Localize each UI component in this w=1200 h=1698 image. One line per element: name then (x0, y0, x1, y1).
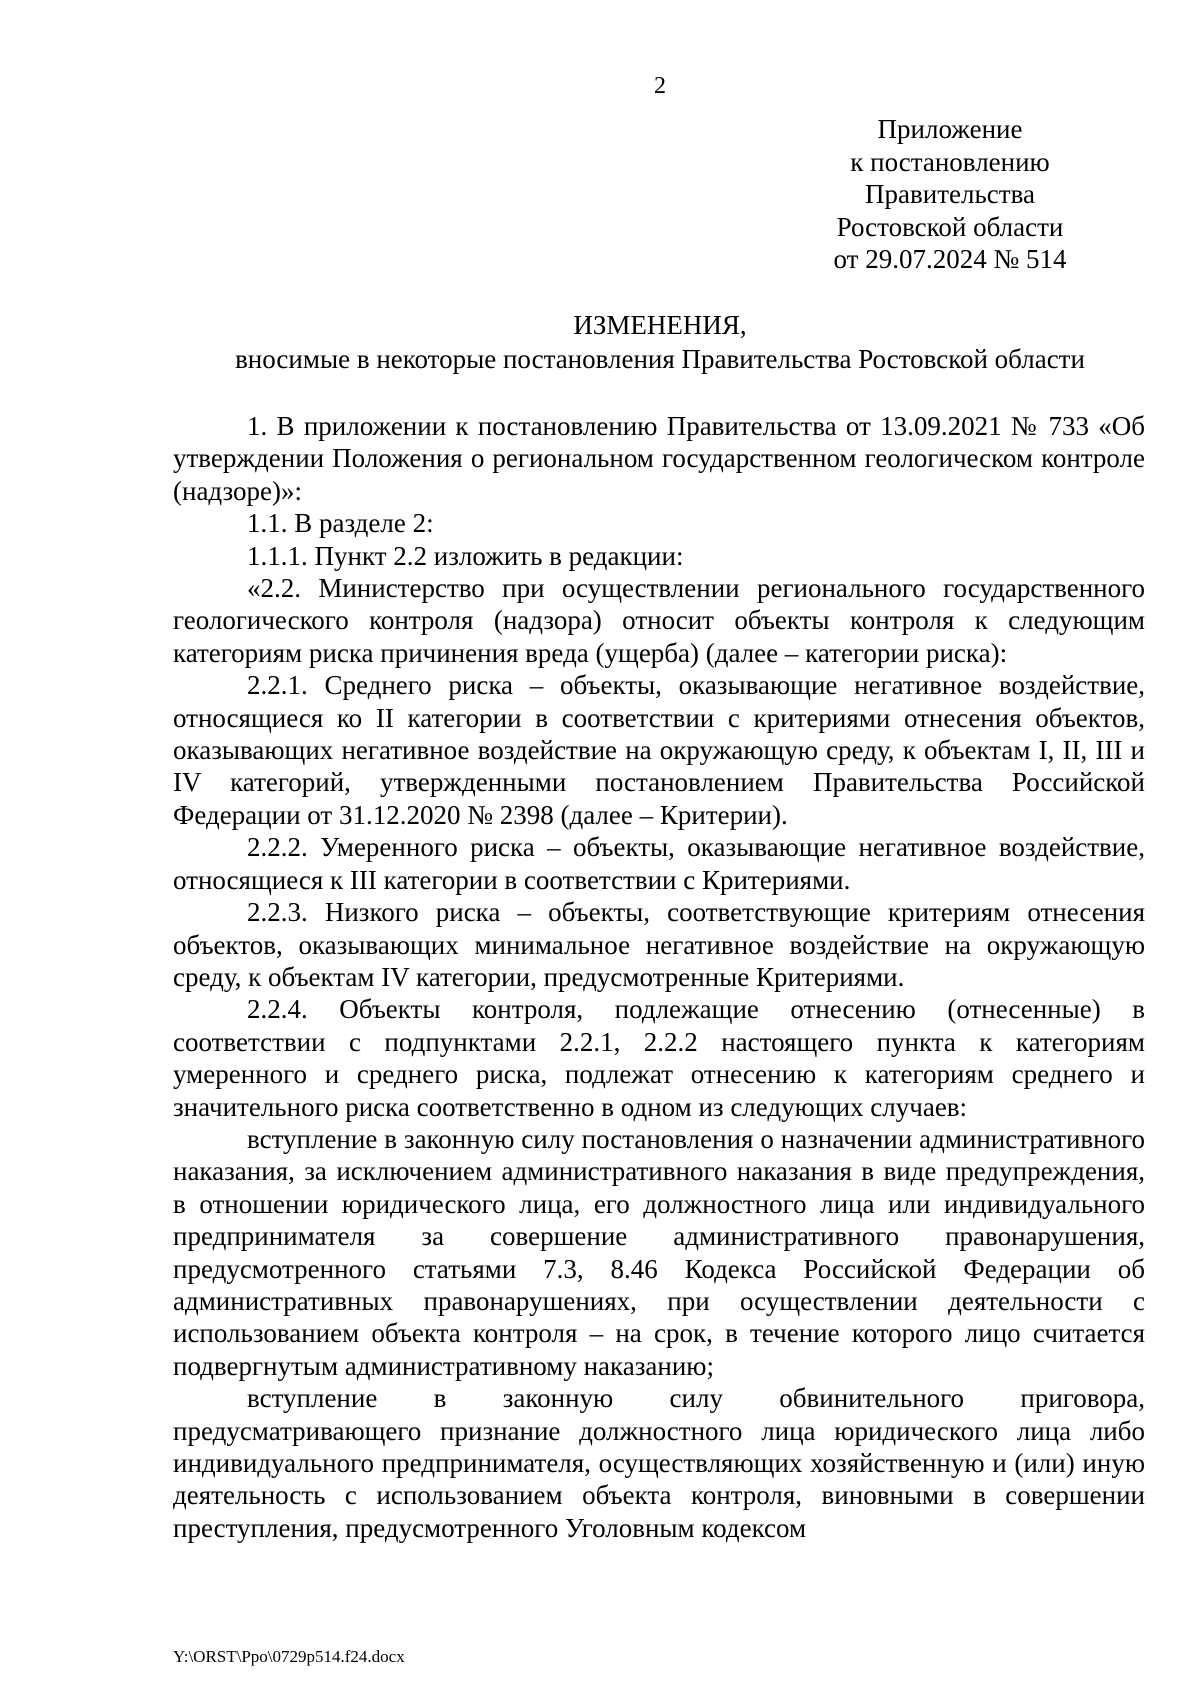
appendix-line-2: к постановлению (850, 146, 1050, 177)
file-path-footer: Y:\ORST\Ppo\0729p514.f24.docx (173, 1647, 405, 1666)
paragraph: 1.1. В разделе 2: (247, 508, 434, 539)
document-subtitle: вносимые в некоторые постановления Правительства Ростовской области (235, 344, 1085, 374)
appendix-block (800, 113, 1100, 276)
paragraph: 1.1.1. Пункт 2.2 изложить в редакции: (247, 540, 684, 571)
appendix-line-5: от 29.07.2024 № 514 (833, 244, 1067, 274)
paragraph: «2.2. Министерство при осуществлении регионального государственного геологического контроля (надзора) относит объекты контроля к следующим категориям риска причинения вреда (ущерба) (далее – категории риска): (173, 573, 1145, 668)
appendix-line-3: Правительства (865, 179, 1035, 209)
paragraph: 2.2.1. Среднего риска – объекты, оказывающие негативное воздействие, относящиеся ко II категории в соответствии с критериями отнесения объектов, оказывающих негативное воздействие на окружающую среду, к объектам I, II, III и IV категорий, утвержденными постановлением Правительства Российской Федерации от 31.12.2020 № 2398 (далее – Критерии). (173, 670, 1145, 830)
paragraph: 2.2.2. Умеренного риска – объекты, оказывающие негативное воздействие, относящиеся к III категории в соответствии с Критериями. (173, 832, 1145, 895)
paragraph: вступление в законную силу постановления о назначении административного наказания, за исключением административного наказания в виде предупреждения, в отношении юридического лица, его должностного лица или индивидуального предпринимателя за совершение административного правонарушения, предусмотренного статьями 7.3, 8.46 Кодекса Российской Федерации об административных правонарушениях, при осуществлении деятельности с использованием объекта контроля – на срок, в течение которого лицо считается подвергнутым административному наказанию; (173, 1123, 1145, 1381)
paragraph: 1. В приложении к постановлению Правительства от 13.09.2021 № 733 «Об утверждении Положения о региональном государственном геологическом контроле (надзоре)»: (173, 411, 1145, 506)
page-number: 2 (654, 73, 666, 99)
appendix-line-4: Ростовской области (836, 211, 1064, 242)
document-title: ИЗМЕНЕНИЯ, (573, 310, 747, 340)
paragraph: 2.2.3. Низкого риска – объекты, соответствующие критериям отнесения объектов, оказывающих минимальное негативное воздействие на окружающую среду, к объектам IV категории, предусмотренные Критериями. (173, 897, 1145, 992)
paragraph: вступление в законную силу обвинительного приговора, предусматривающего признание должностного лица юридического лица либо индивидуального предпринимателя, осуществляющих хозяйственную и (или) иную деятельность с использованием объекта контроля, виновными в совершении преступления, предусмотренного Уголовным кодексом (173, 1383, 1145, 1543)
paragraph: 2.2.4. Объекты контроля, подлежащие отнесению (отнесенные) в соответствии с подпунктами 2.2.1, 2.2.2 настоящего пункта к категориям умеренного и среднего риска, подлежат отнесению к категориям среднего и значительного риска соответственно в одном из следующих случаев: (173, 994, 1145, 1122)
document-body (173, 410, 1145, 1544)
appendix-line-1: Приложение (877, 114, 1023, 144)
